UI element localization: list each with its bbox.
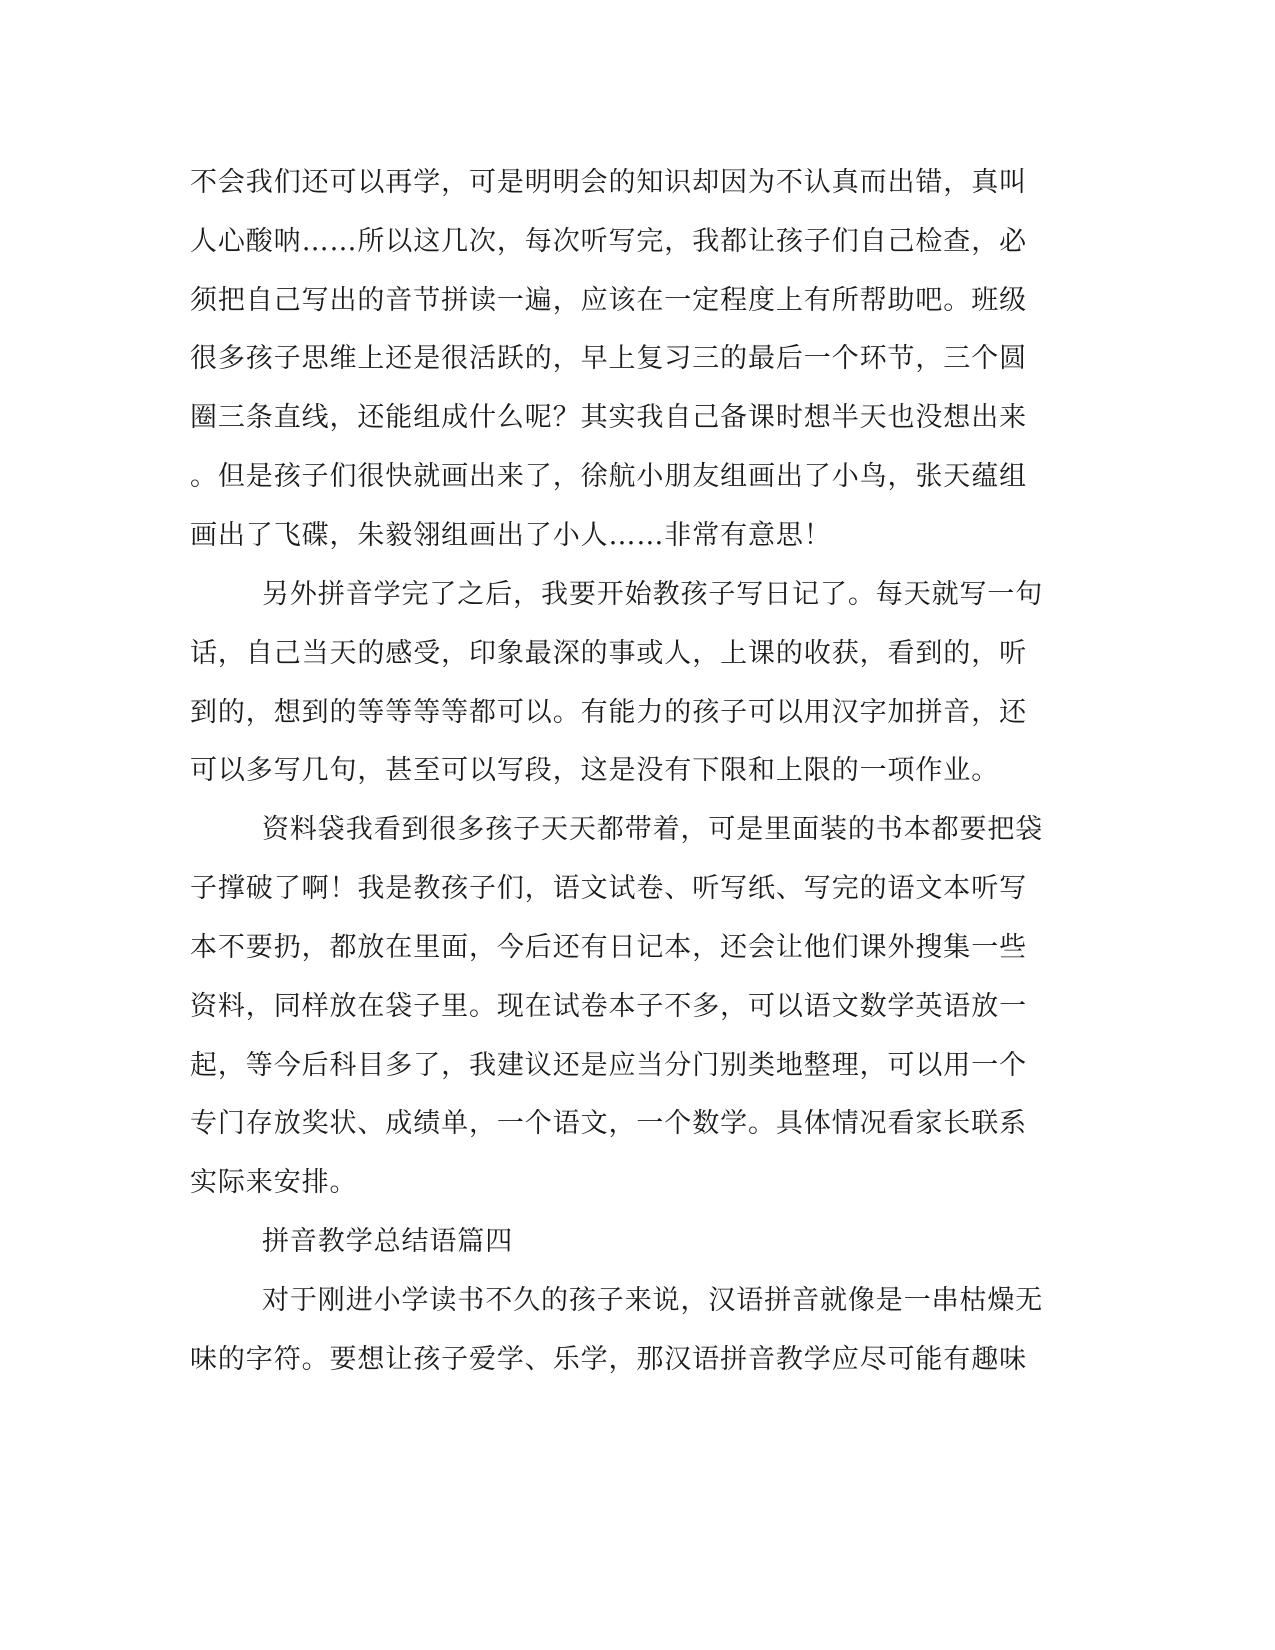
- text-line: 本不要扔，都放在里面，今后还有日记本，还会让他们课外搜集一些: [190, 932, 1027, 963]
- text-line: 圈三条直线，还能组成什么呢？其实我自己备课时想半天也没想出来: [190, 402, 1027, 433]
- text-line: 实际来安排。: [190, 1167, 358, 1198]
- text-line: 子撑破了啊！我是教孩子们，语文试卷、听写纸、写完的语文本听写: [190, 873, 1027, 904]
- text-line: 可以多写几句，甚至可以写段，这是没有下限和上限的一项作业。: [190, 755, 1000, 786]
- section-heading: 拼音教学总结语篇四: [262, 1226, 514, 1257]
- paragraph-first-line: 资料袋我看到很多孩子天天都带着，可是里面装的书本都要把袋: [262, 814, 1044, 845]
- text-line: 不会我们还可以再学，可是明明会的知识却因为不认真而出错，真叫: [190, 167, 1027, 198]
- text-line: 画出了飞碟，朱毅翎组画出了小人……非常有意思！: [190, 520, 832, 551]
- text-line: 人心酸呐……所以这几次，每次听写完，我都让孩子们自己检查，必: [190, 226, 1027, 257]
- text-line: 须把自己写出的音节拼读一遍，应该在一定程度上有所帮助吧。班级: [190, 285, 1027, 316]
- text-line: 专门存放奖状、成绩单，一个语文，一个数学。具体情况看家长联系: [190, 1108, 1027, 1139]
- paragraph-first-line: 另外拼音学完了之后，我要开始教孩子写日记了。每天就写一句: [262, 579, 1044, 610]
- text-line: 话，自己当天的感受，印象最深的事或人，上课的收获，看到的，听: [190, 638, 1027, 669]
- text-line: 。但是孩子们很快就画出来了，徐航小朋友组画出了小鸟，张天蕴组: [190, 461, 1027, 492]
- text-line: 味的字符。要想让孩子爱学、乐学，那汉语拼音教学应尽可能有趣味: [190, 1344, 1027, 1375]
- text-line: 资料，同样放在袋子里。现在试卷本子不多，可以语文数学英语放一: [190, 991, 1027, 1022]
- text-line: 起，等今后科目多了，我建议还是应当分门别类地整理，可以用一个: [190, 1050, 1027, 1081]
- text-line: 很多孩子思维上还是很活跃的，早上复习三的最后一个环节，三个圆: [190, 343, 1027, 374]
- text-line: 到的，想到的等等等等都可以。有能力的孩子可以用汉字加拼音，还: [190, 697, 1027, 728]
- paragraph-first-line: 对于刚进小学读书不久的孩子来说，汉语拼音就像是一串枯燥无: [262, 1285, 1044, 1316]
